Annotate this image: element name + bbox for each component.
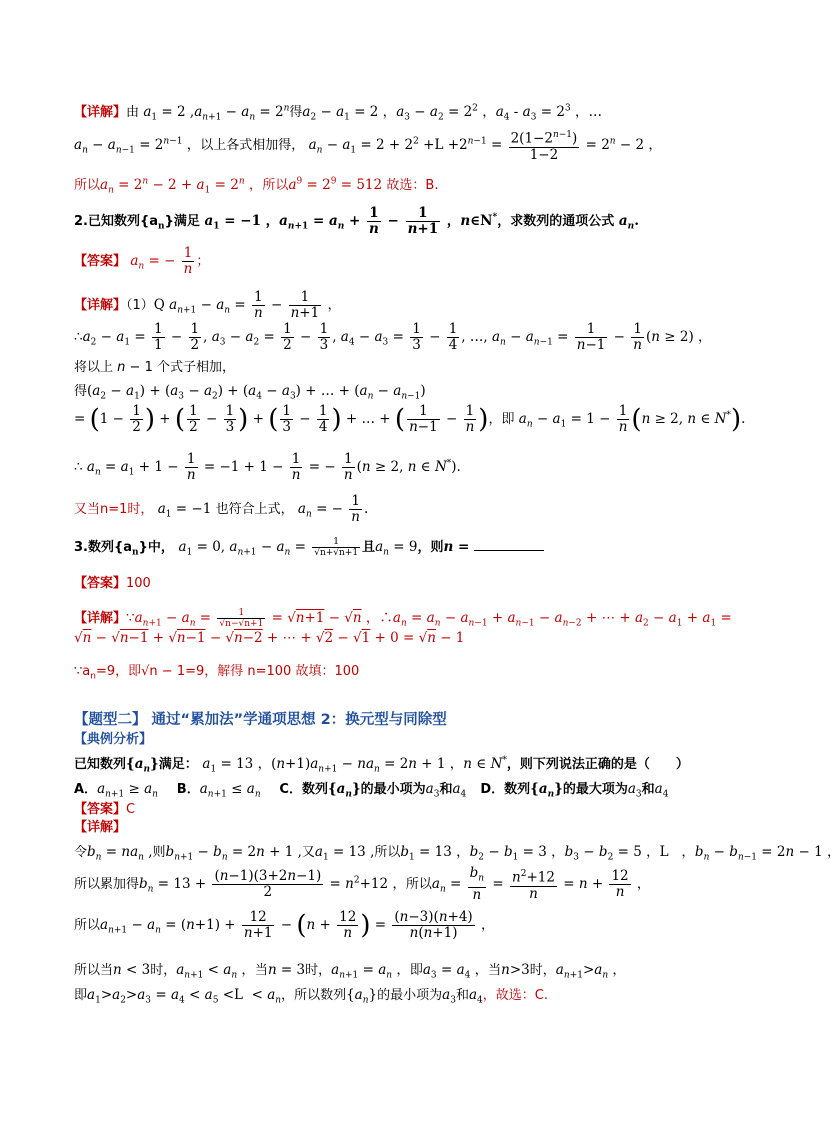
- section-2-detail-3: 所以$a_{n+1} - a_n = (n+1)$ + $\frac{12}{n+1}$ − (n + $\frac{12}{n}$ ) = $\frac{(n-3)(n+4)}{n(n+1)}$ ，: [74, 909, 495, 941]
- section-2-detail-tag: 【详解】: [74, 820, 127, 835]
- detail-2-line-1: 【详解】（1）Q $a_{n+1} - a_n$ = $\frac{1}{n}$ − $\frac{1}{n+1}$ ，: [74, 289, 341, 321]
- detail-2-line-3: 将以上 n − 1 个式子相加，: [74, 360, 235, 375]
- answer-2: 【答案】 $a_n$ = − $\frac{1}{n}$ ；: [74, 245, 210, 277]
- example-analysis-tag: 【典例分析】: [74, 732, 153, 747]
- option-c[interactable]: C．数列: [279, 782, 328, 797]
- detail-tag: 【详解】: [74, 105, 127, 120]
- answer-blank[interactable]: [474, 538, 544, 551]
- section-2-detail-1: 令$b_n = na_n$ ,则$b_{n+1} - b_n = 2n + 1$ ,又$a_1 = 13$ ,所以$b_1 = 13$ ，$b_2 - b_1 = 3$ ，$b_3 - b_2 = 5$ ，L ，$b_n - b_{n-1} = 2n - 1$ ，: [74, 844, 840, 863]
- detail-2-line-7: 又当n=1时， $a_1 = -1$ 也符合上式， $a_n$ = − $\frac{1}{n}$ .: [74, 493, 369, 525]
- answer-tag: 【答案】: [74, 254, 127, 269]
- detail-2-line-6: ∴ $a_n = a_1 + 1$ − $\frac{1}{n}$ = −1 + 1 − $\frac{1}{n}$ = − $\frac{1}{n}$ (n ≥ 2, n ∈ N*).: [74, 451, 461, 483]
- option-a[interactable]: A．: [74, 782, 98, 797]
- answer-3: 【答案】100: [74, 576, 151, 591]
- question-2: 2.已知数列$\{a_n\}$满足 $a_1 = -1$ ，$a_{n+1} = a_n$ + $\frac{1}{n}$ − $\frac{1}{n+1}$ ，n∈N*，求数列的通项公式 $a_n$.: [74, 205, 639, 237]
- section-2-title: 【题型二】 通过“累加法”学通项思想 2：换元型与同除型: [74, 712, 447, 728]
- detail-line-2: $a_n - a_{n-1} = 2^{n-1}$ ，以上各式相加得， $a_n - a_1 = 2 + 2^2 +L +2^{n-1}$ = $\frac{2(1-2^{n-1})}{1-2}$ = $2^n - 2$ ，: [74, 130, 662, 163]
- detail-3-line-2: √n − √n−1 + √n−1 − √n−2 + ⋯ + √2 − √1 + 0 = √n − 1: [74, 630, 465, 646]
- fraction: $\frac{2(1-2^{n-1})}{1-2}$: [510, 130, 578, 163]
- section-2-detail-4: 所以当n < 3时，$a_{n+1} < a_n$ ，当n = 3时，$a_{n+1} = a_n$ ，即$a_3 = a_4$ ，当n>3时，$a_{n+1}>a_n$ ，: [74, 962, 626, 981]
- detail-line-3: 所以$a_n = 2^n - 2 + a_1 = 2^n$ ，所以$a^9 = 2^9 = 512$ 故选：B.: [74, 176, 439, 196]
- detail-3-line-3: $\because a_n=9$，即√n − 1=9，解得 n=100 故填：100: [74, 664, 360, 682]
- section-2-detail-5: 即$a_1>a_2>a_3 = a_4 < a_5 <L < a_n$，所以数列$\{a_n\}$的最小项为$a_3$和$a_4$，故选：C.: [74, 987, 548, 1006]
- detail-2-line-5: = (1 − $\frac{1}{2}$ ) + ( $\frac{1}{2}$ − $\frac{1}{3}$ ) + ( $\frac{1}{3}$ − $\frac{1}{4}$ ) + … + ( $\frac{1}{n-1}$ − $\frac{1}{n}$ )，即 $a_n - a_1 = 1$ − $\frac{1}{n}$ (n ≥ 2, n ∈ N*).: [74, 403, 746, 435]
- detail-3-line-1: 【详解】$\because a_{n+1} - a_n$ = $\frac{1}{√n-√n+1}$ = √n+1 − √n ，$\therefore a_n = a_n - a_{n-1} + a_{n-1} - a_{n-2}$ + ⋯ + $a_2 - a_1 + a_1$ =: [74, 608, 732, 629]
- option-b[interactable]: B．: [176, 782, 200, 797]
- section-2-stem: 已知数列$\{a_n\}$满足： $a_1 = 13$ ，$(n+1)a_{n+1} - na_n = 2n + 1$ ，n ∈ N*，则下列说法正确的是（ ）: [74, 755, 689, 775]
- section-2-options: A．$a_{n+1} \ge a_n$ B．$a_{n+1} \le a_n$ C．数列$\{a_n\}$的最小项为$a_3$和$a_4$ D．数列$\{a_n\}$的最大项为$a_3$和$a_4$: [74, 781, 669, 800]
- section-2-answer: 【答案】C: [74, 802, 136, 817]
- section-2-detail-2: 所以累加得$b_n = 13$ + $\frac{(n-1)(3+2n-1)}{2}$ = $n^2+12$ ，所以$a_n$ = $\frac{b_n}{n}$ = $\frac{n^2+12}{n}$ = n + $\frac{12}{n}$ ，: [74, 865, 651, 903]
- detail-2-line-4: 得$(a_2 - a_1) + (a_3 - a_2) + (a_4 - a_3)$ + … + $(a_n - a_{n-1})$: [74, 383, 426, 402]
- question-3: 3.数列$\{a_n\}$中， $a_1 = 0$, $a_{n+1} - a_n$ = $\frac{1}{√n+√n+1}$ 且$a_n = 9$，则n =: [74, 536, 544, 558]
- detail-line-1: 【详解】由 $a_1 = 2$ $,a_{n+1} - a_n = 2^n$得$a_2 - a_1 = 2$ ，$a_3 - a_2 = 2^2$ ，$a_4 - a_3 = 2^3$ ，…: [74, 103, 602, 123]
- option-d[interactable]: D．数列: [480, 782, 531, 797]
- detail-2-line-2: $\therefore a_2 - a_1$ = $\frac{1}{1}$ − $\frac{1}{2}$ , $a_3 - a_2$ = $\frac{1}{2}$ − $\frac{1}{3}$ , $a_4 - a_3$ = $\frac{1}{3}$ − $\frac{1}{4}$ , …, $a_n - a_{n-1}$ = $\frac{1}{n-1}$ − $\frac{1}{n}$ (n ≥ 2) ，: [74, 321, 712, 353]
